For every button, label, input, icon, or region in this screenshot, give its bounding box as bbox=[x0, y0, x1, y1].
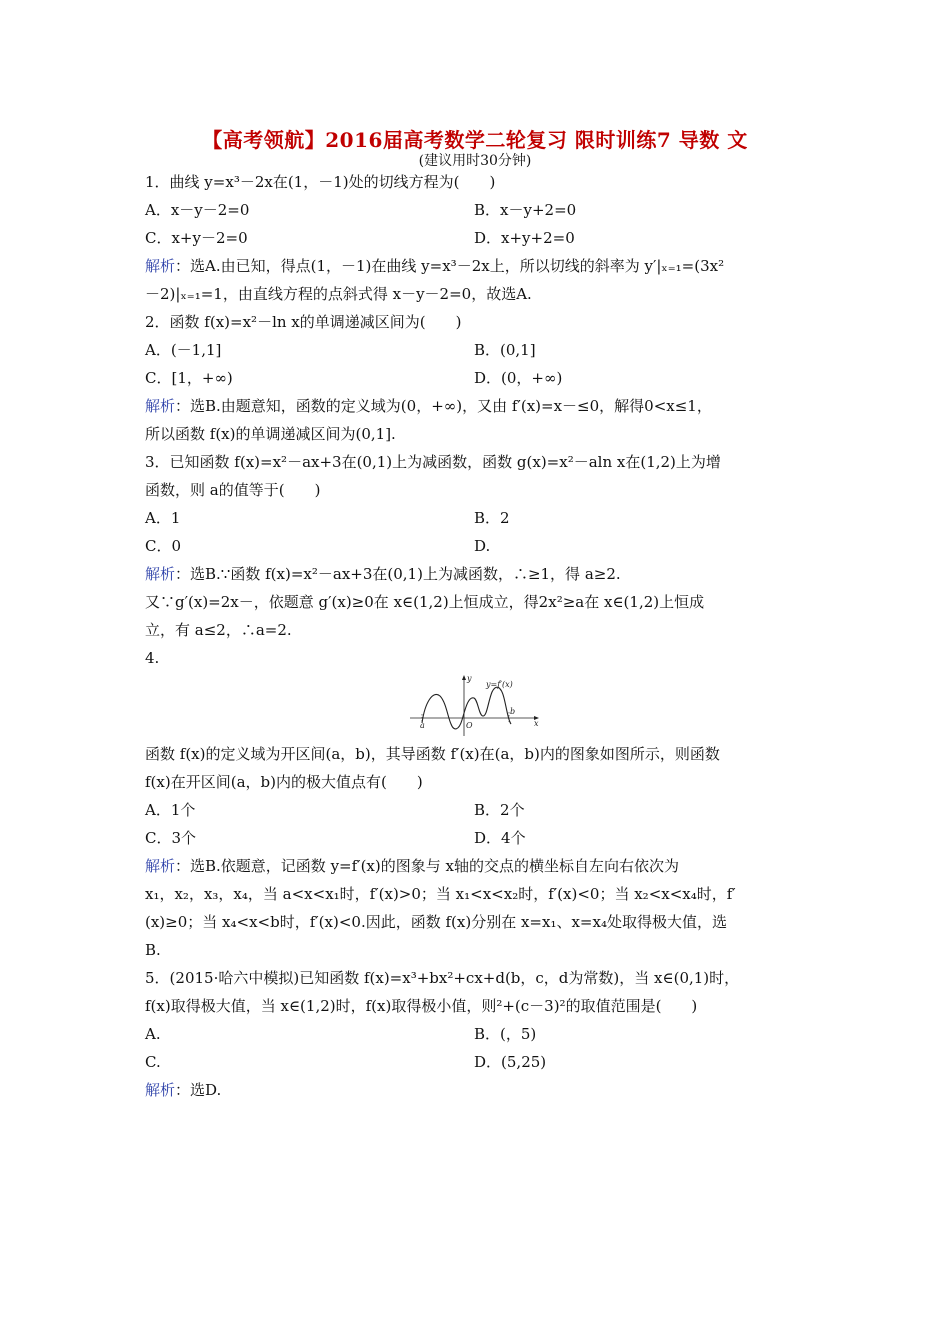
q5-answer bbox=[145, 1080, 810, 1100]
q3-option-d: D. bbox=[474, 537, 491, 555]
q5-answer-text: ：选D. bbox=[175, 1081, 222, 1099]
q1-answer-text: ：选A.由已知，得点(1，－1)在曲线 y=x³－2x上，所以切线的斜率为 y′|ₓ₌₁=(3x² bbox=[175, 257, 725, 275]
derivative-graph-figure bbox=[408, 672, 543, 738]
q1-option-b: B．x－y+2=0 bbox=[474, 201, 577, 219]
q4-answer-cont: x₁，x₂，x₃，x₄，当 a<x<x₁时，f′(x)>0；当 x₁<x<x₂时，f′(x)<0；当 x₂<x<x₄时，f′ bbox=[145, 885, 736, 903]
q4-option-a: A．1个 bbox=[145, 801, 196, 819]
q5-option-d: D．(5,25) bbox=[474, 1053, 547, 1071]
q1-answer-label: 解析 bbox=[145, 257, 176, 275]
q4-option-c: C．3个 bbox=[145, 829, 197, 847]
q4-number: 4. bbox=[145, 649, 160, 667]
q5-stem-cont: f(x)取得极大值，当 x∈(1,2)时，f(x)取得极小值，则²+(c－3)²的取值范围是( ) bbox=[145, 997, 698, 1015]
q4-answer-cont-2: (x)≥0；当 x₄<x<b时，f′(x)<0.因此，函数 f(x)分别在 x=x₁、x=x₄处取得极大值，选 bbox=[145, 913, 727, 931]
q3-option-a: A．1 bbox=[145, 509, 181, 527]
y-axis-label: y bbox=[467, 674, 472, 683]
q2-option-a: A．(－1,1] bbox=[145, 341, 222, 359]
q2-answer bbox=[145, 396, 810, 416]
q1-answer bbox=[145, 256, 810, 276]
q3-option-b: B．2 bbox=[474, 509, 510, 527]
q1-answer-cont: －2)|ₓ₌₁=1，由直线方程的点斜式得 x－y－2=0，故选A. bbox=[145, 285, 532, 303]
a-label: a bbox=[420, 721, 425, 730]
q2-option-c: C．[1，+∞) bbox=[145, 369, 233, 387]
q3-answer-cont-2: 立，有 a≤2，∴a=2. bbox=[145, 621, 292, 639]
y-axis-arrow bbox=[462, 675, 466, 680]
page-subtitle: (建议用时30分钟) bbox=[418, 153, 532, 169]
q5-answer-label: 解析 bbox=[145, 1081, 176, 1099]
q1-option-c: C．x+y－2=0 bbox=[145, 229, 248, 247]
x-axis-label: x bbox=[534, 719, 539, 728]
page-title: 【高考领航】2016届高考数学二轮复习 限时训练7 导数 文 bbox=[202, 128, 748, 152]
q1-option-a: A．x－y－2=0 bbox=[145, 201, 250, 219]
q3-stem-cont: 函数，则 a的值等于( ) bbox=[145, 481, 321, 499]
q3-option-c: C．0 bbox=[145, 537, 182, 555]
curve-label: y=f′(x) bbox=[486, 680, 513, 689]
q2-answer-text: ：选B.由题意知，函数的定义域为(0，+∞)，又由 f′(x)=x－≤0，解得0<x≤1， bbox=[175, 397, 712, 415]
q2-option-b: B．(0,1] bbox=[474, 341, 536, 359]
q3-answer-label: 解析 bbox=[145, 565, 176, 583]
q4-stem: 函数 f(x)的定义域为开区间(a，b)，其导函数 f′(x)在(a，b)内的图象如图所示，则函数 bbox=[145, 745, 720, 763]
q4-stem-cont: f(x)在开区间(a，b)内的极大值点有( ) bbox=[145, 773, 423, 791]
q4-answer-label: 解析 bbox=[145, 857, 176, 875]
q2-answer-cont: 所以函数 f(x)的单调递减区间为(0,1]. bbox=[145, 425, 396, 443]
q4-answer bbox=[145, 856, 810, 876]
q4-answer-text: ：选B.依题意，记函数 y=f′(x)的图象与 x轴的交点的横坐标自左向右依次为 bbox=[175, 857, 679, 875]
q5-option-a: A. bbox=[145, 1025, 161, 1043]
q4-option-b: B．2个 bbox=[474, 801, 525, 819]
q1-option-d: D．x+y+2=0 bbox=[474, 229, 575, 247]
b-label: b bbox=[510, 707, 516, 716]
q5-option-b: B．(，5) bbox=[474, 1025, 537, 1043]
q3-answer-cont: 又∵g′(x)=2x－，依题意 g′(x)≥0在 x∈(1,2)上恒成立，得2x²≥a在 x∈(1,2)上恒成 bbox=[145, 593, 705, 611]
q2-answer-label: 解析 bbox=[145, 397, 176, 415]
q3-answer bbox=[145, 564, 810, 584]
q5-option-c: C. bbox=[145, 1053, 161, 1071]
q4-answer-cont-3: B. bbox=[145, 941, 161, 959]
q4-option-d: D．4个 bbox=[474, 829, 526, 847]
q2-option-d: D．(0，+∞) bbox=[474, 369, 563, 387]
q2-stem: 2．函数 f(x)=x²－ln x的单调递减区间为( ) bbox=[145, 313, 462, 331]
q3-stem: 3．已知函数 f(x)=x²－ax+3在(0,1)上为减函数，函数 g(x)=x²－aln x在(1,2)上为增 bbox=[145, 453, 721, 471]
q5-stem: 5．(2015·哈六中模拟)已知函数 f(x)=x³+bx²+cx+d(b，c，d为常数)，当 x∈(0,1)时， bbox=[145, 969, 740, 987]
q3-answer-text: ：选B.∵函数 f(x)=x²－ax+3在(0,1)上为减函数，∴≥1，得 a≥2. bbox=[175, 565, 621, 583]
origin-label: O bbox=[466, 721, 473, 730]
q1-stem: 1．曲线 y=x³－2x在(1，－1)处的切线方程为( ) bbox=[145, 173, 496, 191]
